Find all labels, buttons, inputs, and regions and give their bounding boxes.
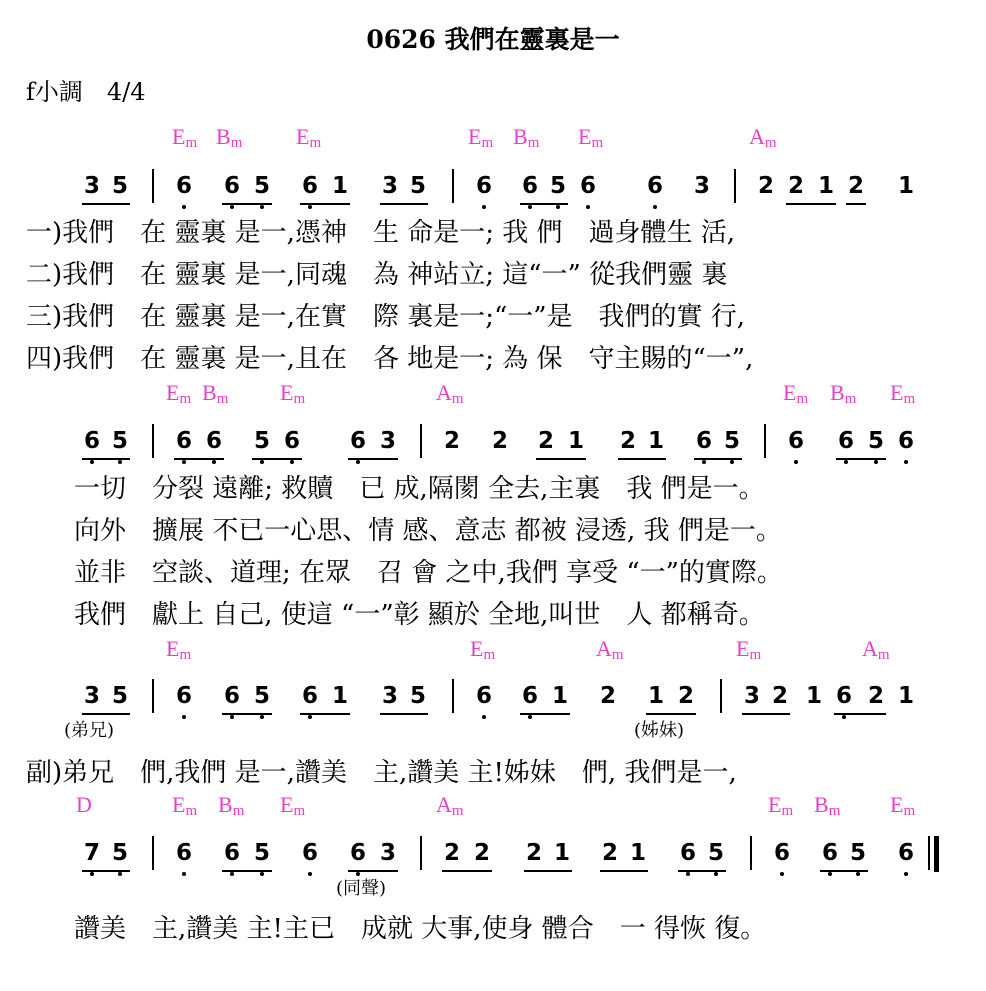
lyric-verse-4-line-1: 四)我們 在 靈裏 是一,且在 各 地是一; 為 保 守主賜的“一”,	[26, 344, 754, 374]
notation-line-2: 6 5 6 6 5 6 6 3 2 2 2 1 2 1 6 5 6 6 5 6	[0, 428, 986, 474]
chord: D	[76, 792, 92, 817]
part-label-sisters: (姊妹)	[634, 720, 685, 741]
part-label-together: (同聲)	[336, 878, 387, 899]
chord: $A_m$	[862, 636, 890, 663]
chord: $E_m$	[468, 124, 494, 151]
chord: $E_m$	[890, 792, 916, 819]
lyric-verse-3-line-1: 三)我們 在 靈裏 是一,在實 際 裏是一;“一”是 我們的實 行,	[26, 302, 746, 332]
chord: $A_m$	[749, 124, 777, 151]
notation-line-1: 3 5 6 6 5 6 1 3 5 6 6 5 6 6 3 2 2 1 2 1	[0, 173, 986, 219]
chord: $E_m$	[166, 636, 192, 663]
chord: $A_m$	[436, 380, 464, 407]
chord: $E_m$	[470, 636, 496, 663]
chord: $B_m$	[218, 792, 245, 819]
lyric-verse-1-line-2: 一切 分裂 遠離; 救贖 已 成,隔閡 全去,主裏 我 們是一。	[74, 474, 765, 504]
chord: $B_m$	[814, 792, 841, 819]
chord: $E_m$	[736, 636, 762, 663]
chord: $E_m$	[280, 380, 306, 407]
lyric-verse-2-line-1: 二)我們 在 靈裏 是一,同魂 為 神站立; 這“一” 從我們靈 裏	[26, 260, 728, 290]
chord: $B_m$	[202, 380, 229, 407]
notation-line-3: 3 5 6 6 5 6 1 3 5 6 6 1 2 1 2 3 2 1 6 2 1	[0, 683, 986, 729]
chord: $A_m$	[596, 636, 624, 663]
lyric-verse-2-line-2: 向外 擴展 不已一心思、情 感、意志 都被 浸透, 我 們是一。	[74, 516, 782, 546]
key-signature: f小調 4/4	[26, 78, 146, 106]
chord: $E_m$	[172, 792, 198, 819]
hymn-title: 0626 我們在靈裏是一	[366, 25, 620, 54]
chord: $B_m$	[513, 124, 540, 151]
lyric-verse-3-line-2: 並非 空談、道理; 在眾 召 會 之中,我們 享受 “一”的實際。	[74, 558, 783, 588]
chord: $E_m$	[296, 124, 322, 151]
chord: $E_m$	[172, 124, 198, 151]
chord: $E_m$	[166, 380, 192, 407]
chord: $E_m$	[280, 792, 306, 819]
chord: $B_m$	[830, 380, 857, 407]
lyric-verse-4-line-2: 我們 獻上 自己, 使這 “一”彰 顯於 全地,叫世 人 都稱奇。	[74, 600, 765, 630]
part-label-brothers: (弟兄)	[64, 720, 115, 741]
chord: $E_m$	[578, 124, 604, 151]
lyric-chorus-line-2: 讚美 主,讚美 主!主已 成就 大事,使身 體合 一 得恢 復。	[74, 914, 767, 944]
chord: $E_m$	[890, 380, 916, 407]
lyric-verse-1-line-1: 一)我們 在 靈裏 是一,憑神 生 命是一; 我 們 過身體生 活,	[26, 218, 736, 248]
chord: $A_m$	[436, 792, 464, 819]
chord: $E_m$	[783, 380, 809, 407]
chord: $B_m$	[216, 124, 243, 151]
lyric-chorus-line-1: 副)弟兄 們,我們 是一,讚美 主,讚美 主!姊妹 們, 我們是一,	[26, 758, 737, 788]
chord: $E_m$	[768, 792, 794, 819]
notation-line-4: 7 5 6 6 5 6 6 3 2 2 2 1 2 1 6 5 6 6 5 6	[0, 840, 986, 886]
